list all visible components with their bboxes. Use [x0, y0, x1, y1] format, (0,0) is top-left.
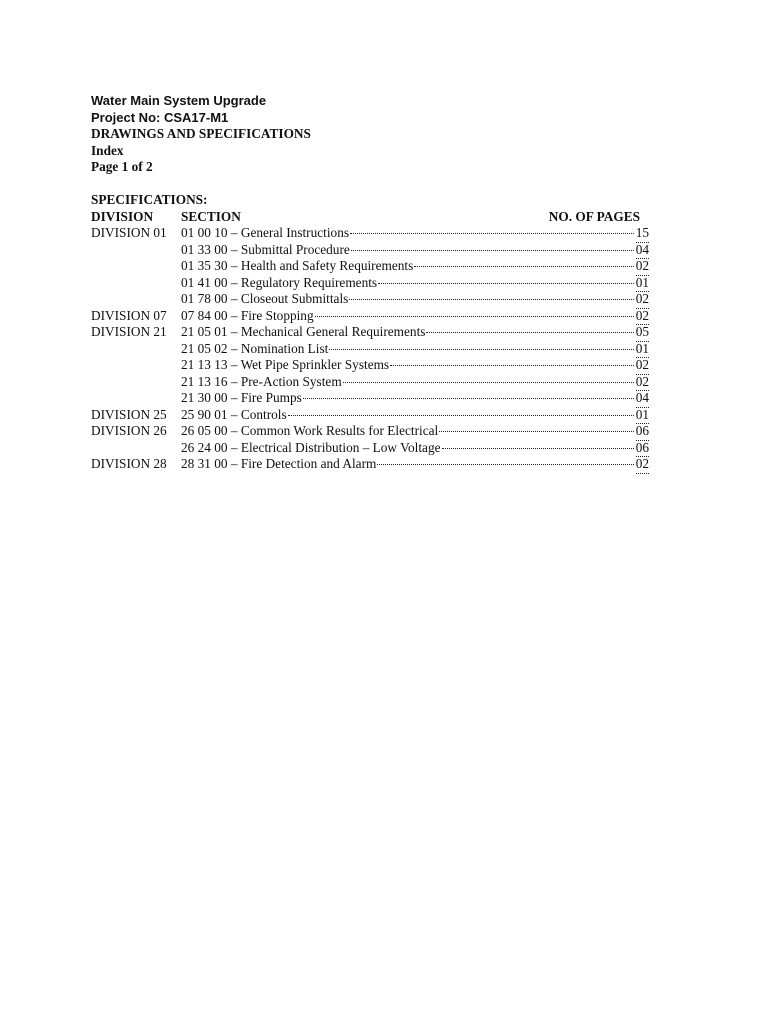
- spec-row: [91, 242, 649, 259]
- page-count: 06: [636, 440, 649, 458]
- dot-leader: [426, 332, 633, 333]
- page-count: 15: [636, 225, 649, 243]
- section-column-header: SECTION: [181, 208, 241, 224]
- dot-leader: [439, 431, 634, 432]
- spec-row: [91, 275, 649, 292]
- dot-leader: [350, 233, 634, 234]
- section-entry: [181, 357, 649, 375]
- page-count: 01: [636, 341, 649, 359]
- section-title: 01 00 10 – General Instructions: [181, 225, 350, 240]
- section-entry: [181, 308, 649, 326]
- specifications-index: [91, 192, 649, 473]
- page-count: 02: [636, 291, 649, 309]
- page-count: 06: [636, 423, 649, 441]
- dot-leader: [378, 283, 634, 284]
- project-number: Project No: CSA17-M1: [91, 109, 229, 125]
- spec-row: [91, 258, 649, 275]
- section-entry: [181, 258, 649, 276]
- specifications-heading: SPECIFICATIONS:: [91, 192, 208, 207]
- dot-leader: [414, 266, 633, 267]
- document-type: DRAWINGS AND SPECIFICATIONS: [91, 126, 311, 141]
- dot-leader: [303, 398, 634, 399]
- division-label: DIVISION 07: [91, 307, 167, 323]
- dot-leader: [390, 365, 634, 366]
- division-label: DIVISION 25: [91, 406, 167, 422]
- division-label: DIVISION 21: [91, 324, 167, 339]
- spec-row: [91, 423, 649, 440]
- spec-row: [91, 374, 649, 391]
- section-entry: [181, 407, 649, 425]
- section-title: 26 24 00 – Electrical Distribution – Low Voltage: [181, 439, 441, 455]
- section-title: 01 41 00 – Regulatory Requirements: [181, 274, 378, 290]
- page-count: 02: [636, 374, 649, 392]
- spec-row: [91, 390, 649, 407]
- spec-row: [91, 324, 649, 341]
- section-entry: [181, 456, 649, 474]
- dot-leader: [315, 316, 634, 317]
- specification-rows: [91, 225, 649, 473]
- spec-row: [91, 341, 649, 358]
- section-entry: [181, 242, 649, 260]
- section-entry: [181, 291, 649, 309]
- division-label: DIVISION 28: [91, 456, 167, 471]
- section-title: 26 05 00 – Common Work Results for Electrical: [181, 423, 439, 438]
- spec-row: [91, 456, 649, 473]
- division-label: DIVISION 26: [91, 423, 167, 438]
- pages-column-header: NO. OF PAGES: [548, 208, 640, 224]
- spec-row: [91, 308, 649, 325]
- section-entry: [181, 440, 649, 458]
- section-title: 21 30 00 – Fire Pumps: [181, 390, 302, 405]
- section-title: 21 13 13 – Wet Pipe Sprinkler Systems: [181, 357, 390, 372]
- dot-leader: [377, 464, 633, 465]
- page-count: 01: [636, 407, 649, 425]
- page-count: 02: [636, 308, 649, 326]
- page-count: 05: [636, 324, 649, 342]
- section-entry: [181, 423, 649, 441]
- section-entry: [181, 225, 649, 243]
- dot-leader: [351, 250, 634, 251]
- page-count: 04: [636, 242, 649, 260]
- spec-row: [91, 225, 649, 242]
- page-count: 01: [636, 275, 649, 293]
- page-count: 02: [636, 357, 649, 375]
- section-title: 21 13 16 – Pre-Action System: [181, 373, 342, 389]
- dot-leader: [442, 448, 634, 449]
- spec-row: [91, 291, 649, 308]
- document-subtitle: Index: [91, 142, 124, 158]
- section-title: 01 35 30 – Health and Safety Requirements: [181, 258, 414, 273]
- project-title: Water Main System Upgrade: [91, 93, 267, 108]
- section-title: 01 78 00 – Closeout Submittals: [181, 291, 349, 306]
- section-title: 25 90 01 – Controls: [181, 406, 287, 422]
- section-entry: [181, 324, 649, 342]
- document-header: [91, 93, 651, 176]
- division-label: DIVISION 01: [91, 225, 167, 240]
- page-count: 02: [636, 258, 649, 276]
- page-count: 02: [636, 456, 649, 474]
- section-title: 01 33 00 – Submittal Procedure: [181, 241, 350, 257]
- section-entry: [181, 374, 649, 392]
- dot-leader: [349, 299, 633, 300]
- spec-row: [91, 407, 649, 424]
- spec-row: [91, 357, 649, 374]
- section-title: 21 05 02 – Nomination List: [181, 340, 329, 356]
- division-column-header: DIVISION: [91, 208, 154, 224]
- dot-leader: [343, 382, 634, 383]
- section-title: 21 05 01 – Mechanical General Requirements: [181, 324, 426, 339]
- page-indicator: Page 1 of 2: [91, 159, 153, 174]
- spec-row: [91, 440, 649, 457]
- dot-leader: [288, 415, 634, 416]
- section-entry: [181, 275, 649, 293]
- section-title: 07 84 00 – Fire Stopping: [181, 307, 314, 323]
- section-entry: [181, 390, 649, 408]
- column-header-row: [91, 209, 649, 226]
- section-title: 28 31 00 – Fire Detection and Alarm: [181, 456, 377, 471]
- page-count: 04: [636, 390, 649, 408]
- section-entry: [181, 341, 649, 359]
- dot-leader: [329, 349, 633, 350]
